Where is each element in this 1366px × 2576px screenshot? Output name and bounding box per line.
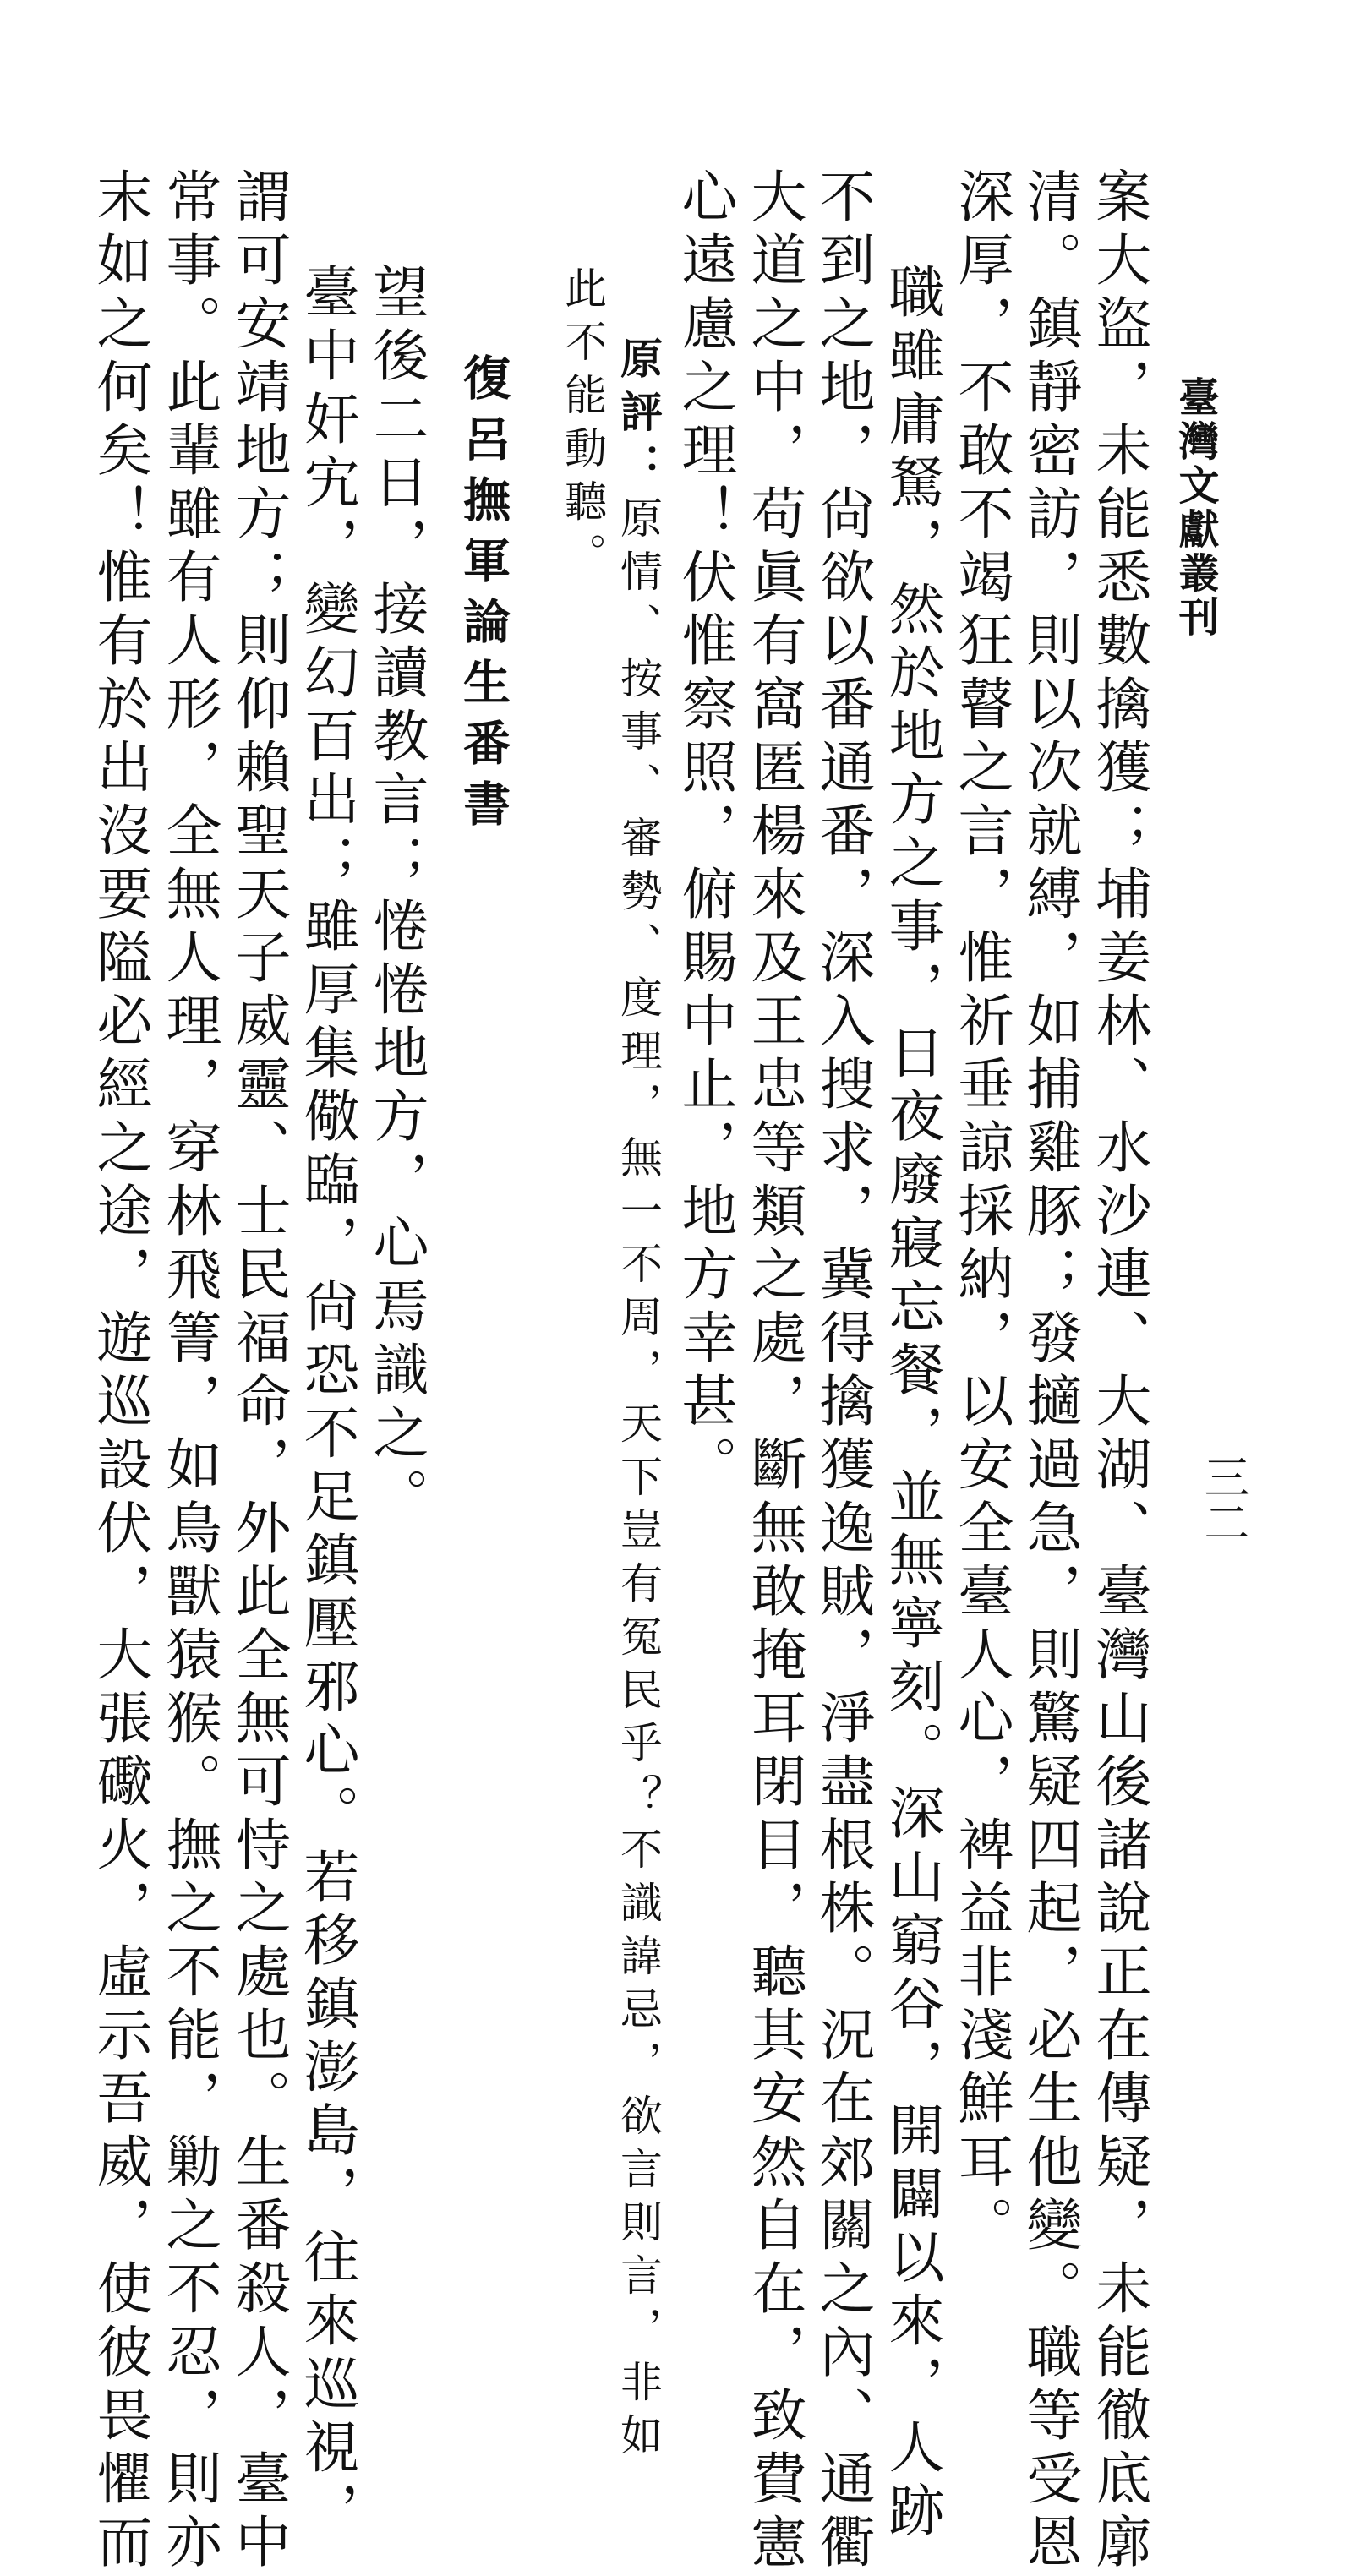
text-column-5: 不到之地，尙欲以番通番，深入搜求，冀得擒獲逸賊，淨盡根株。況在郊關之內、通衢	[810, 167, 875, 2576]
text-column-9: 臺中奸宄，變幻百出；雖厚集儆臨，尙恐不足鎮壓邪心。若移鎮澎島，往來巡視，	[294, 263, 359, 2545]
text-column-11: 常事。此輩雖有人形，全無人理，穿林飛箐，如鳥獸猿猴。撫之不能，勦之不忍，則亦	[156, 167, 221, 2576]
commentary-column-2: 此不能動聽。	[558, 266, 607, 586]
text-column-10: 謂可安靖地方；則仰賴聖天子威靈、士民福命，外此全無可恃之處也。生番殺人，臺中	[226, 167, 291, 2576]
text-column-6: 大道之中，苟眞有窩匿楊來及王忠等類之處，斷無敢掩耳閉目，聽其安然自在，致費憲	[741, 167, 806, 2576]
commentary-text-1: 原情、按事、審勢、度理，無一不周，天下豈有冤民乎？不識諱忌，欲言則言，非如	[614, 496, 663, 2466]
text-column-4: 職雖庸駑，然於地方之事，日夜廢寢忘餐，並無寧刻。深山窮谷，開闢以來，人跡	[879, 263, 944, 2545]
text-column-12: 末如之何矣！惟有於出沒要隘必經之途，遊巡設伏，大張礮火，虛示吾威，使彼畏懼而	[87, 167, 152, 2576]
commentary-label: 原評：	[614, 336, 664, 496]
commentary-column-1	[614, 336, 664, 2466]
text-column-8: 望後二日，接讀教言；惓惓地方，心焉識之。	[363, 263, 429, 1531]
section-heading: 復呂撫軍論生番書	[456, 353, 511, 840]
page-number: 三二	[1197, 1454, 1250, 1545]
text-column-1: 案大盜，未能悉數擒獲；埔姜林、水沙連、大湖、臺灣山後諸說正在傳疑，未能徹底廓	[1086, 167, 1151, 2576]
text-column-3: 深厚，不敢不竭狂瞽之言，惟祈垂諒採納，以安全臺人心，裨益非淺鮮耳。	[948, 167, 1014, 2259]
text-column-2: 清。鎮靜密訪，則以次就縛，如捕雞豚；發擿過急，則驚疑四起，必生他變。職等受恩	[1017, 167, 1082, 2576]
running-header-title: 臺灣文獻叢刊	[1172, 376, 1219, 640]
text-column-7: 心遠慮之理！伏惟察照，俯賜中止，地方幸甚。	[672, 167, 737, 1498]
